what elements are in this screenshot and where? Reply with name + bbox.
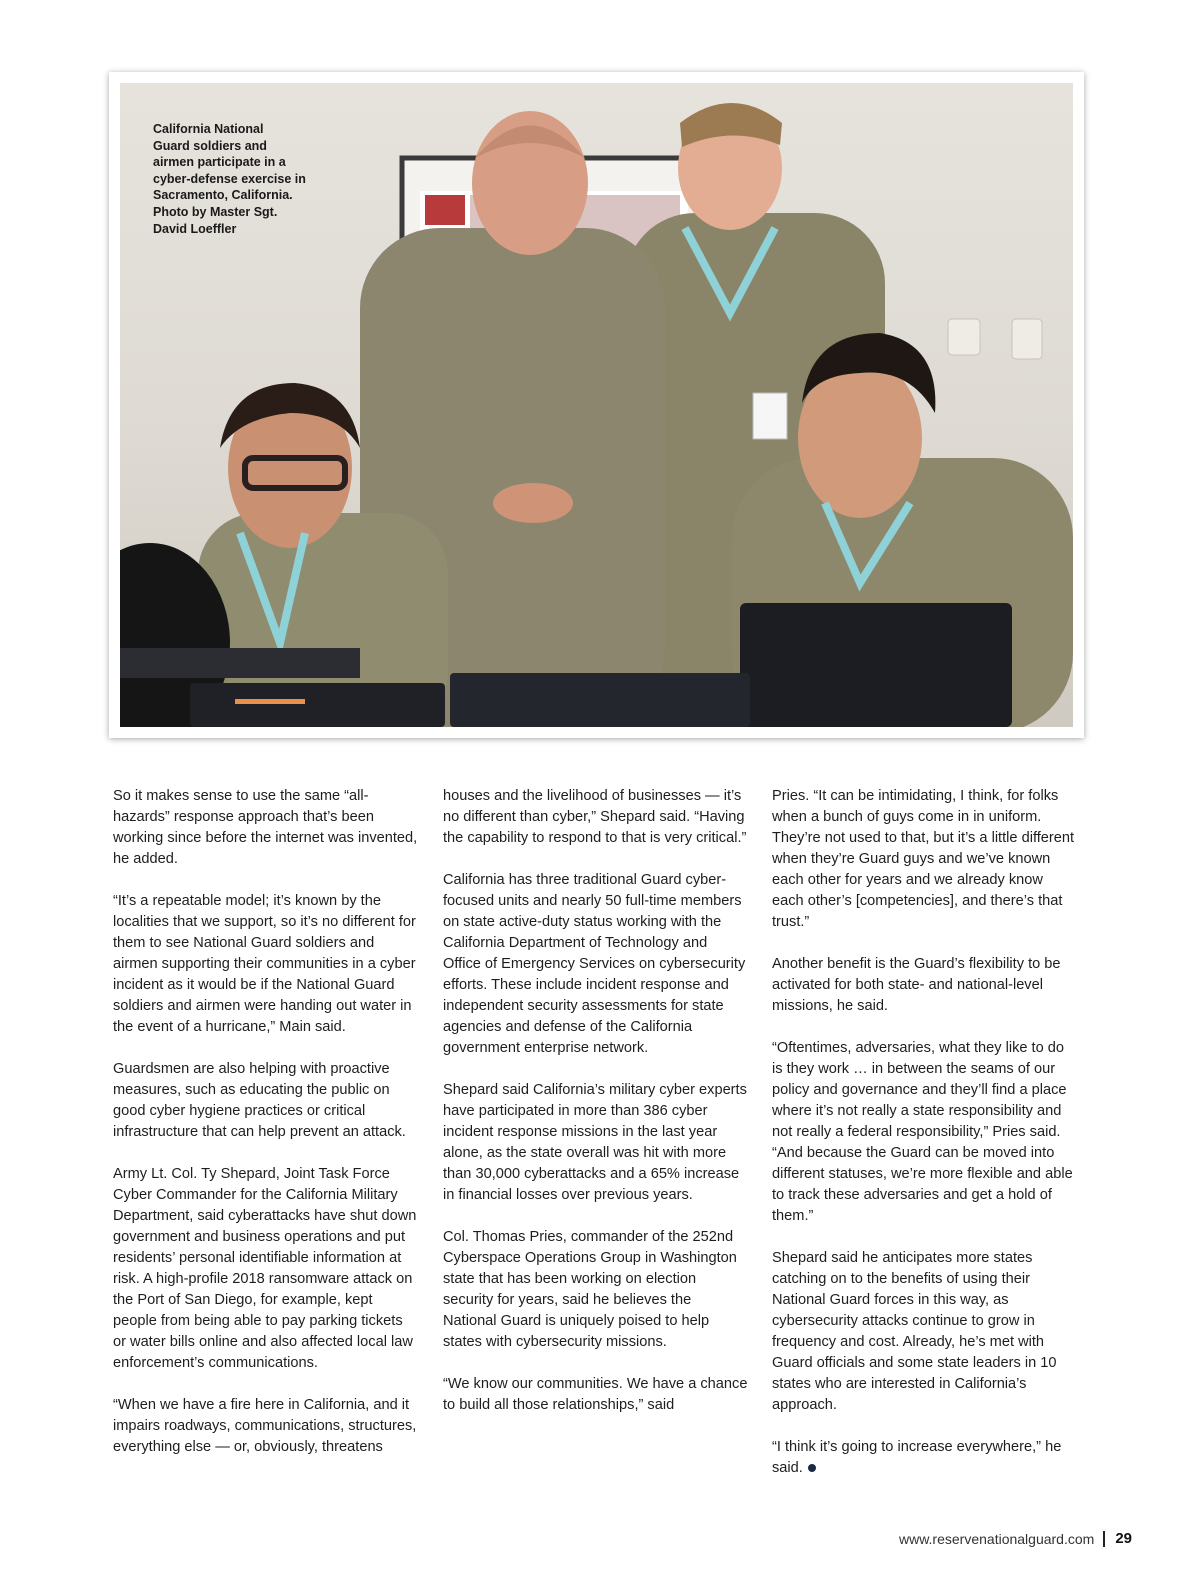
paragraph: “It’s a repeatable model; it’s known by the localities that we support, so it’s no different for them to see National Guard soldiers and airmen supporting their communities in a cyber incident as it would be if the National Guard soldiers and airmen were handing out water in the event of a hurricane,” Main said. bbox=[113, 893, 416, 1035]
paragraph: “When we have a fire here in California, and it impairs roadways, communications, structures, everything else — or, obviously, threatens bbox=[113, 1397, 417, 1455]
footer-divider bbox=[1103, 1531, 1105, 1547]
article-column-2 bbox=[443, 786, 748, 1437]
paragraph: houses and the livelihood of businesses — it’s no different than cyber,” Shepard said. “Having the capability to respond to that is very critical.” bbox=[443, 788, 747, 846]
paragraph: California has three traditional Guard cyber-focused units and nearly 50 full-time members on state active-duty status working with the California Department of Technology and Office of Emergency Services on cybersecurity efforts. These include incident response and independent security assessments for state agencies and defense of the California government enterprise network. bbox=[443, 872, 746, 1056]
photo-caption bbox=[153, 121, 323, 237]
paragraph: So it makes sense to use the same “all-hazards” response approach that’s been working since before the internet was invented, he added. bbox=[113, 788, 418, 867]
article-column-3 bbox=[772, 786, 1077, 1500]
paragraph: Army Lt. Col. Ty Shepard, Joint Task Force Cyber Commander for the California Military Department, said cyberattacks have shut down government and business operations and put residents’ personal identifiable information at risk. A high-profile 2018 ransomware attack on the Port of San Diego, for example, kept people from being able to pay parking tickets or water bills online and also affected local law enforcement’s communications. bbox=[113, 1166, 417, 1371]
end-mark-icon bbox=[808, 1464, 816, 1472]
paragraph: Col. Thomas Pries, commander of the 252nd Cyberspace Operations Group in Washington state that has been working on election security for years, said he believes the National Guard is uniquely poised to help states with cybersecurity missions. bbox=[443, 1229, 737, 1350]
paragraph: Guardsmen are also helping with proactive measures, such as educating the public on good cyber hygiene practices or critical infrastructure that can help prevent an attack. bbox=[113, 1061, 406, 1140]
caption-line: Sacramento, California. bbox=[153, 188, 293, 203]
page-number: 29 bbox=[1115, 1530, 1132, 1547]
caption-line: cyber-defense exercise in bbox=[153, 171, 306, 186]
article-photo bbox=[120, 83, 1073, 727]
paragraph: Shepard said California’s military cyber experts have participated in more than 386 cyber incident response missions in the last year alone, as the state overall was hit with more than 30,000 cyberattacks and a 65% increase in financial losses over previous years. bbox=[443, 1082, 747, 1203]
caption-line: Photo by Master Sgt. bbox=[153, 204, 278, 219]
paragraph: Pries. “It can be intimidating, I think, for folks when a bunch of guys come in in uniform. They’re not used to that, but it’s a little different when they’re Guard guys and we’ve known each other for years and we already know each other’s [competencies], and there’s that trust.” bbox=[772, 788, 1075, 930]
website-link[interactable]: www.reservenationalguard.com bbox=[898, 1530, 1095, 1547]
photo-frame bbox=[109, 72, 1084, 738]
caption-line: airmen participate in a bbox=[153, 155, 286, 170]
caption-line: Guard soldiers and bbox=[153, 138, 267, 153]
paragraph: “Oftentimes, adversaries, what they like to do is they work … in between the seams of our policy and governance and they’ll find a place where it’s not really a state responsibility and not really a federal responsibility,” Pries said. “And because the Guard can be moved into different statuses, we’re more flexible and able to track these adversaries and get a hold of them.” bbox=[772, 1040, 1073, 1224]
paragraph-text: “I think it’s going to increase everywhere,” he said. bbox=[772, 1439, 1062, 1476]
final-paragraph bbox=[772, 1437, 1077, 1479]
paragraph: “We know our communities. We have a chance to build all those relationships,” said bbox=[443, 1376, 748, 1413]
paragraph: Another benefit is the Guard’s flexibility to be activated for both state- and national-level missions, he said. bbox=[772, 956, 1061, 1014]
page-footer bbox=[899, 1530, 1132, 1547]
paragraph: Shepard said he anticipates more states catching on to the benefits of using their National Guard forces in this way, as cybersecurity attacks continue to grow in frequency and cost. Already, he’s met with Guard officials and some state leaders in 10 states who are interested in California’s approach. bbox=[772, 1250, 1057, 1413]
caption-line: California National bbox=[153, 122, 264, 136]
article-column-1 bbox=[113, 786, 418, 1479]
caption-line: David Loeffler bbox=[153, 221, 237, 236]
